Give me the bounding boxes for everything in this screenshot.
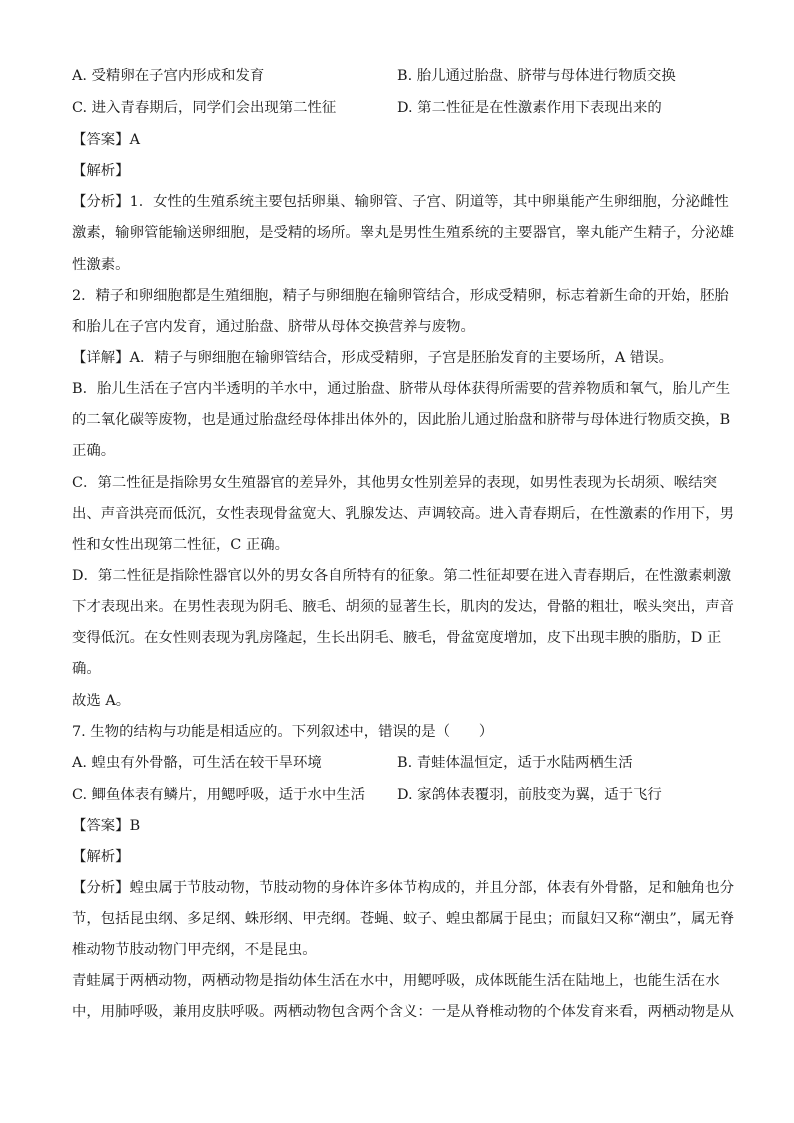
q6-option-d: D. 第二性征是在性激素作用下表现出来的: [397, 100, 662, 116]
q7-analysis-line: 中，用肺呼吸，兼用皮肤呼吸。两栖动物包含两个含义：一是从脊椎动物的个体发育来看，两栖动物是从: [72, 1004, 734, 1020]
q6-option-a: A. 受精卵在子宫内形成和发育: [72, 68, 265, 84]
q7-option-c: C. 鲫鱼体表有鳞片，用鳃呼吸，适于水中生活: [72, 787, 366, 803]
q6-analysis-line: 2．精子和卵细胞都是生殖细胞，精子与卵细胞在输卵管结合，形成受精卵，标志着新生命的开始，胚胎: [72, 288, 729, 304]
q6-option-b: B. 胎儿通过胎盘、脐带与母体进行物质交换: [397, 68, 676, 84]
q6-analysis-line: 下才表现出来。在男性表现为阴毛、腋毛、胡须的显著生长，肌肉的发达，骨骼的粗壮，喉头突出，声音: [72, 599, 734, 615]
q6-analysis-line: B．胎儿生活在子宫内半透明的羊水中，通过胎盘、脐带从母体获得所需要的营养物质和氧气，胎儿产生: [72, 381, 731, 397]
q6-analysis-line: C．第二性征是指除男女生殖器官的差异外，其他男女性别差异的表现，如男性表现为长胡须、喉结突: [72, 475, 717, 491]
q7-option-d: D. 家鸽体表覆羽，前肢变为翼，适于飞行: [397, 787, 662, 803]
q6-option-c: C. 进入青春期后，同学们会出现第二性征: [72, 100, 337, 116]
q6-analysis-line: 的二氧化碳等废物，也是通过胎盘经母体排出体外的，因此胎儿通过胎盘和脐带与母体进行物质交换，B: [72, 412, 731, 428]
q7-analysis-heading: 【解析】: [72, 849, 130, 865]
q7-stem: 7. 生物的结构与功能是相适应的。下列叙述中，错误的是（ ）: [72, 724, 494, 740]
q6-analysis-line: 出、声音洪亮而低沉，女性表现骨盆宽大、乳腺发达、声调较高。进入青春期后，在性激素的作用下，男: [72, 506, 734, 522]
q6-analysis-line: 性激素。: [72, 257, 130, 273]
q6-analysis-line: 和胎儿在子宫内发育，通过胎盘、脐带从母体交换营养与废物。: [72, 319, 475, 335]
q6-analysis-line: D．第二性征是指除性器官以外的男女各自所特有的征象。第二性征却要在进入青春期后，在性激素刺激: [72, 568, 732, 584]
q7-answer: 【答案】B: [72, 818, 141, 834]
q7-analysis-line: 【分析】蝗虫属于节肢动物，节肢动物的身体许多体节构成的，并且分部，体表有外骨骼，足和触角也分: [72, 880, 734, 896]
q6-analysis-line: 激素，输卵管能输送卵细胞，是受精的场所。睾丸是男性生殖系统的主要器官，睾丸能产生精子，分泌雄: [72, 225, 734, 241]
q6-analysis-line: 确。: [72, 661, 101, 677]
q7-analysis-line: 青蛙属于两栖动物，两栖动物是指幼体生活在水中，用鳃呼吸，成体既能生活在陆地上，也能生活在水: [72, 973, 720, 989]
q6-analysis-line: 性和女性出现第二性征，C 正确。: [72, 537, 290, 553]
q6-answer: 【答案】A: [72, 132, 140, 148]
q6-analysis-heading: 【解析】: [72, 163, 130, 179]
q6-analysis-line: 正确。: [72, 443, 116, 459]
q7-option-a: A. 蝗虫有外骨骼，可生活在较干旱环境: [72, 755, 322, 771]
q7-option-b: B. 青蛙体温恒定，适于水陆两栖生活: [397, 755, 633, 771]
q6-analysis-line: 变得低沉。在女性则表现为乳房隆起，生长出阴毛、腋毛，骨盆宽度增加，皮下出现丰腴的脂肪，D 正: [72, 630, 722, 646]
q7-analysis-line: 椎动物节肢动物门甲壳纲，不是昆虫。: [72, 942, 317, 958]
q6-conclusion: 故选 A。: [72, 693, 131, 709]
q6-analysis-line: 【详解】A．精子与卵细胞在输卵管结合，形成受精卵，子宫是胚胎发育的主要场所，A 错误。: [72, 350, 673, 366]
q6-analysis-line: 【分析】1．女性的生殖系统主要包括卵巢、输卵管、子宫、阴道等，其中卵巢能产生卵细胞，分泌雌性: [72, 194, 729, 210]
q7-analysis-line: 节，包括昆虫纲、多足纲、蛛形纲、甲壳纲。苍蝇、蚊子、蝗虫都属于昆虫；而鼠妇又称“潮虫”，属无脊: [72, 911, 735, 927]
